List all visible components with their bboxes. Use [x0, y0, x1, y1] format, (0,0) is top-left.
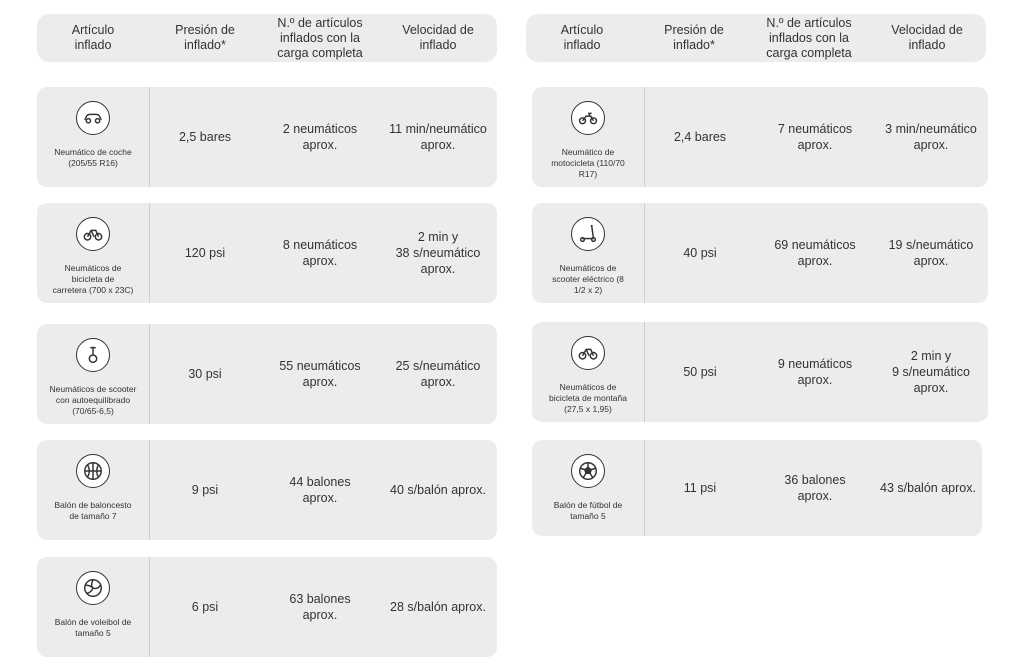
item-label: Neumático de coche (205/55 R16) [54, 147, 132, 168]
item-label: Balón de fútbol de tamaño 5 [553, 500, 623, 521]
presion-value: 11 psi [683, 481, 717, 495]
item-cell [37, 440, 150, 540]
volleyball-icon [76, 571, 110, 605]
item-label: Neumáticos de scooter eléctrico (8 1/2 x 2) [552, 263, 624, 295]
item-label: Balón de voleibol de tamaño 5 [54, 617, 132, 638]
header-numero: N.º de artículos inflados con la carga completa [766, 15, 852, 60]
item-cell [37, 87, 150, 187]
velocidad-value: 2 min y 9 s/neumático aprox. [892, 349, 970, 395]
presion-value: 50 psi [683, 365, 717, 379]
table-row [37, 324, 497, 424]
numero-value: 44 balones aprox. [289, 475, 351, 505]
numero-value: 55 neumáticos aprox. [279, 359, 361, 389]
table-row [532, 440, 982, 536]
numero-value: 7 neumáticos aprox. [777, 122, 853, 152]
numero-value: 8 neumáticos aprox. [282, 238, 358, 268]
table-row [37, 203, 497, 303]
presion-value: 120 psi [184, 246, 226, 260]
numero-value: 36 balones aprox. [784, 473, 846, 503]
table-row [532, 87, 988, 187]
velocidad-value: 3 min/neumático aprox. [885, 122, 977, 152]
table-row [37, 557, 497, 657]
header-articulo: Artículo inflado [71, 23, 115, 52]
numero-value: 9 neumáticos aprox. [777, 357, 853, 387]
header-velocidad: Velocidad de inflado [891, 23, 963, 52]
table-row [37, 440, 497, 540]
presion-value: 40 psi [683, 246, 717, 260]
velocidad-value: 2 min y 38 s/neumático aprox. [395, 230, 481, 276]
item-cell [532, 322, 645, 422]
header-velocidad: Velocidad de inflado [402, 23, 474, 52]
velocidad-value: 19 s/neumático aprox. [888, 238, 974, 268]
item-cell [532, 203, 645, 303]
presion-value: 6 psi [191, 600, 219, 614]
numero-value: 63 balones aprox. [289, 592, 351, 622]
item-cell [532, 440, 645, 536]
mountain-bike-icon [571, 336, 605, 370]
basketball-icon [76, 454, 110, 488]
presion-value: 30 psi [188, 367, 222, 381]
header-presion: Presión de inflado* [175, 23, 235, 52]
numero-value: 2 neumáticos aprox. [282, 122, 358, 152]
item-label: Balón de baloncesto de tamaño 7 [54, 500, 132, 521]
header-presion: Presión de inflado* [664, 23, 724, 52]
motorcycle-icon [571, 101, 605, 135]
bicycle-icon [76, 217, 110, 251]
right-table-header [526, 14, 986, 62]
car-icon [76, 101, 110, 135]
velocidad-value: 40 s/balón aprox. [390, 483, 486, 497]
presion-value: 2,5 bares [178, 130, 232, 144]
item-label: Neumáticos de bicicleta de carretera (700 x 23C) [52, 263, 134, 295]
velocidad-value: 11 min/neumático aprox. [389, 122, 487, 152]
left-table-header [37, 14, 497, 62]
item-cell [37, 203, 150, 303]
numero-value: 69 neumáticos aprox. [774, 238, 856, 268]
item-cell [37, 324, 150, 424]
table-row [37, 87, 497, 187]
soccer-ball-icon [571, 454, 605, 488]
header-articulo: Artículo inflado [560, 23, 604, 52]
table-row [532, 322, 988, 422]
unicycle-icon [76, 338, 110, 372]
item-label: Neumático de motocicleta (110/70 R17) [551, 147, 625, 179]
velocidad-value: 43 s/balón aprox. [880, 481, 976, 495]
presion-value: 9 psi [191, 483, 219, 497]
header-numero: N.º de artículos inflados con la carga completa [277, 15, 363, 60]
item-label: Neumáticos de bicicleta de montaña (27,5 x 1,95) [549, 382, 627, 414]
velocidad-value: 28 s/balón aprox. [390, 600, 486, 614]
scooter-icon [571, 217, 605, 251]
table-row [532, 203, 988, 303]
item-cell [532, 87, 645, 187]
item-label: Neumáticos de scooter con autoequilibrado (70/65-6,5) [49, 384, 137, 416]
velocidad-value: 25 s/neumático aprox. [395, 359, 481, 389]
item-cell [37, 557, 150, 657]
presion-value: 2,4 bares [673, 130, 727, 144]
